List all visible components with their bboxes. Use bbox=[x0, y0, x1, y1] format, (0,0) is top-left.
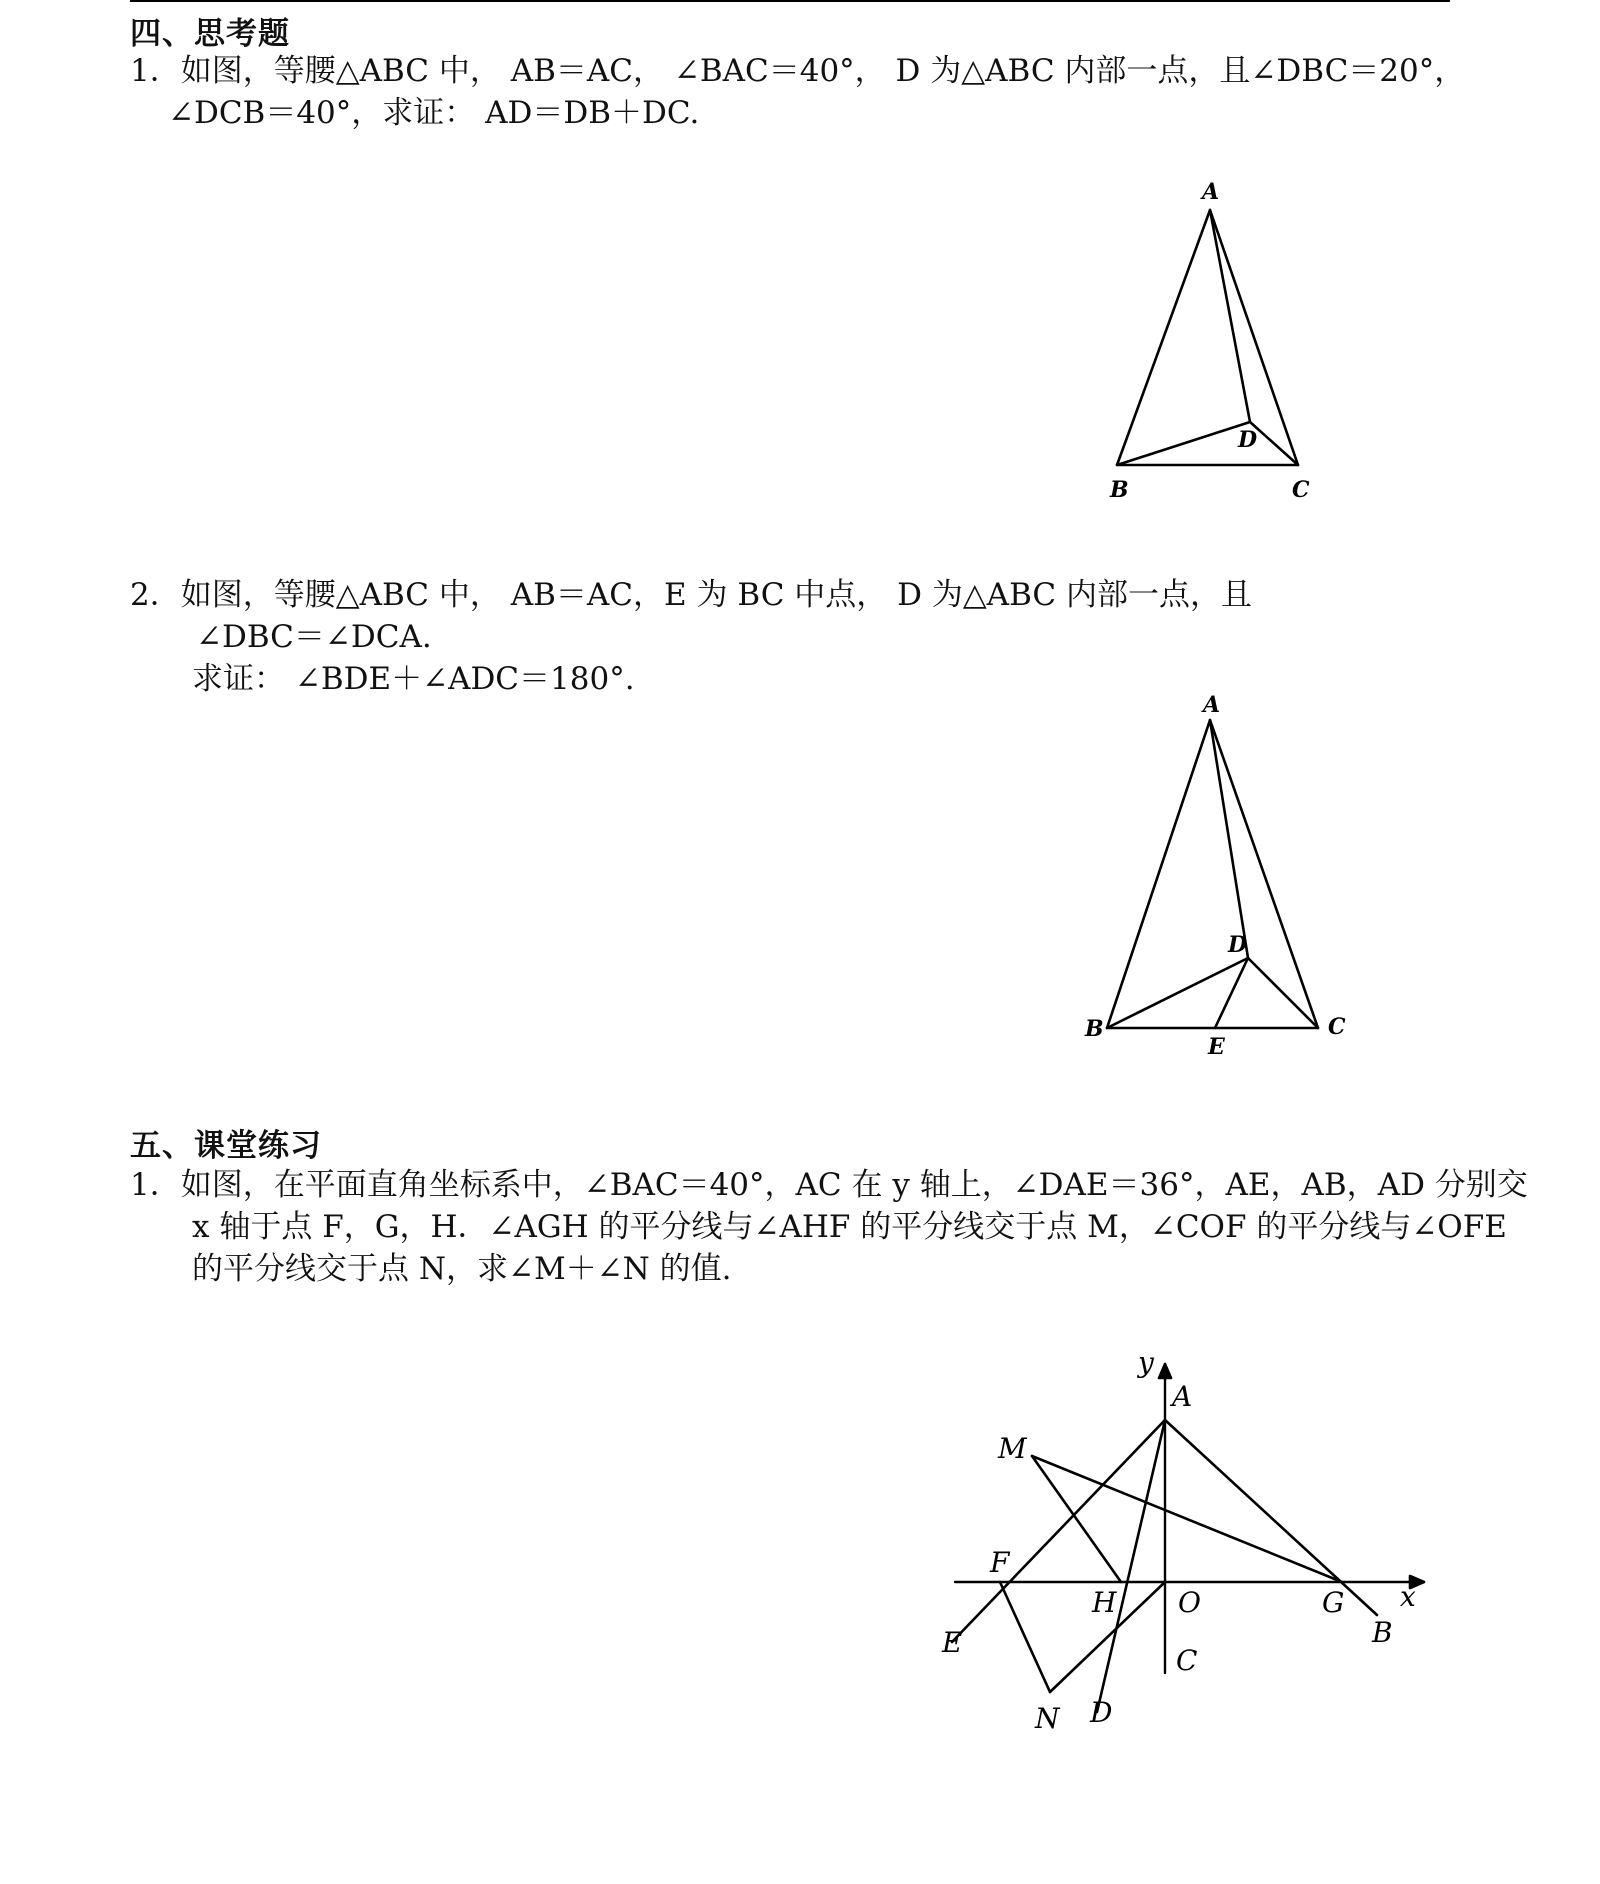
label-d: D bbox=[1238, 427, 1258, 453]
label-y: y bbox=[1138, 1346, 1154, 1379]
problem-4-1-line-2: ∠DCB＝40°，求证： AD＝DB＋DC. bbox=[168, 95, 700, 131]
y-axis-arrow bbox=[1159, 1364, 1171, 1378]
label-g: G bbox=[1322, 1586, 1345, 1619]
label-e: E bbox=[942, 1626, 963, 1659]
section-4-title: 四、思考题 bbox=[130, 16, 290, 52]
triangle-abc bbox=[1107, 720, 1318, 1028]
label-o: O bbox=[1178, 1586, 1201, 1619]
segment-ad bbox=[1210, 720, 1248, 958]
problem-4-2-line-1: 2．如图，等腰△ABC 中， AB＝AC，E 为 BC 中点， D 为△ABC 内部一点，且 bbox=[130, 577, 1252, 613]
label-f: F bbox=[990, 1546, 1010, 1579]
line-ad bbox=[1097, 1420, 1165, 1712]
label-c: C bbox=[1176, 1644, 1198, 1677]
figure-4-2-triangle bbox=[1080, 690, 1380, 1070]
problem-5-1-line-1: 1．如图，在平面直角坐标系中，∠BAC＝40°，AC 在 y 轴上，∠DAE＝36°，AE，AB，AD 分别交 bbox=[130, 1167, 1528, 1203]
top-rule bbox=[130, 0, 1450, 2]
segment-de bbox=[1215, 958, 1248, 1028]
label-m: M bbox=[998, 1432, 1027, 1465]
problem-5-1-line-3: 的平分线交于点 N，求∠M＋∠N 的值. bbox=[192, 1251, 732, 1287]
problem-4-2-line-2: ∠DBC＝∠DCA. bbox=[196, 619, 432, 655]
section-5-title: 五、课堂练习 bbox=[130, 1128, 322, 1164]
label-c: C bbox=[1292, 477, 1310, 503]
figure-5-1-coordinate-diagram bbox=[940, 1346, 1440, 1750]
segment-cd bbox=[1248, 958, 1318, 1028]
label-n: N bbox=[1035, 1702, 1060, 1735]
line-ae bbox=[952, 1420, 1165, 1642]
label-d: D bbox=[1228, 932, 1248, 958]
label-b: B bbox=[1110, 477, 1129, 503]
label-a: A bbox=[1203, 692, 1221, 718]
label-h: H bbox=[1092, 1586, 1117, 1619]
label-d: D bbox=[1090, 1696, 1113, 1729]
problem-5-1-line-2: x 轴于点 F，G，H．∠AGH 的平分线与∠AHF 的平分线交于点 M，∠COF 的平分线与∠OFE bbox=[192, 1209, 1507, 1245]
label-e: E bbox=[1208, 1034, 1225, 1060]
problem-4-1-line-1: 1．如图，等腰△ABC 中， AB＝AC， ∠BAC＝40°， D 为△ABC 内部一点，且∠DBC＝20°， bbox=[130, 53, 1466, 89]
problem-4-2-line-3: 求证： ∠BDE＋∠ADC＝180°. bbox=[192, 661, 635, 697]
label-b: B bbox=[1372, 1616, 1393, 1649]
segment-mg bbox=[1032, 1456, 1342, 1582]
label-c: C bbox=[1328, 1014, 1346, 1040]
label-a: A bbox=[1202, 179, 1220, 205]
triangle-abc bbox=[1117, 210, 1298, 465]
segment-ad bbox=[1210, 210, 1250, 422]
label-a: A bbox=[1172, 1380, 1193, 1413]
segment-bd bbox=[1117, 422, 1250, 465]
label-x: x bbox=[1400, 1580, 1416, 1613]
label-b: B bbox=[1085, 1016, 1104, 1042]
figure-4-1-triangle bbox=[1090, 175, 1350, 515]
segment-fn bbox=[1000, 1582, 1050, 1692]
